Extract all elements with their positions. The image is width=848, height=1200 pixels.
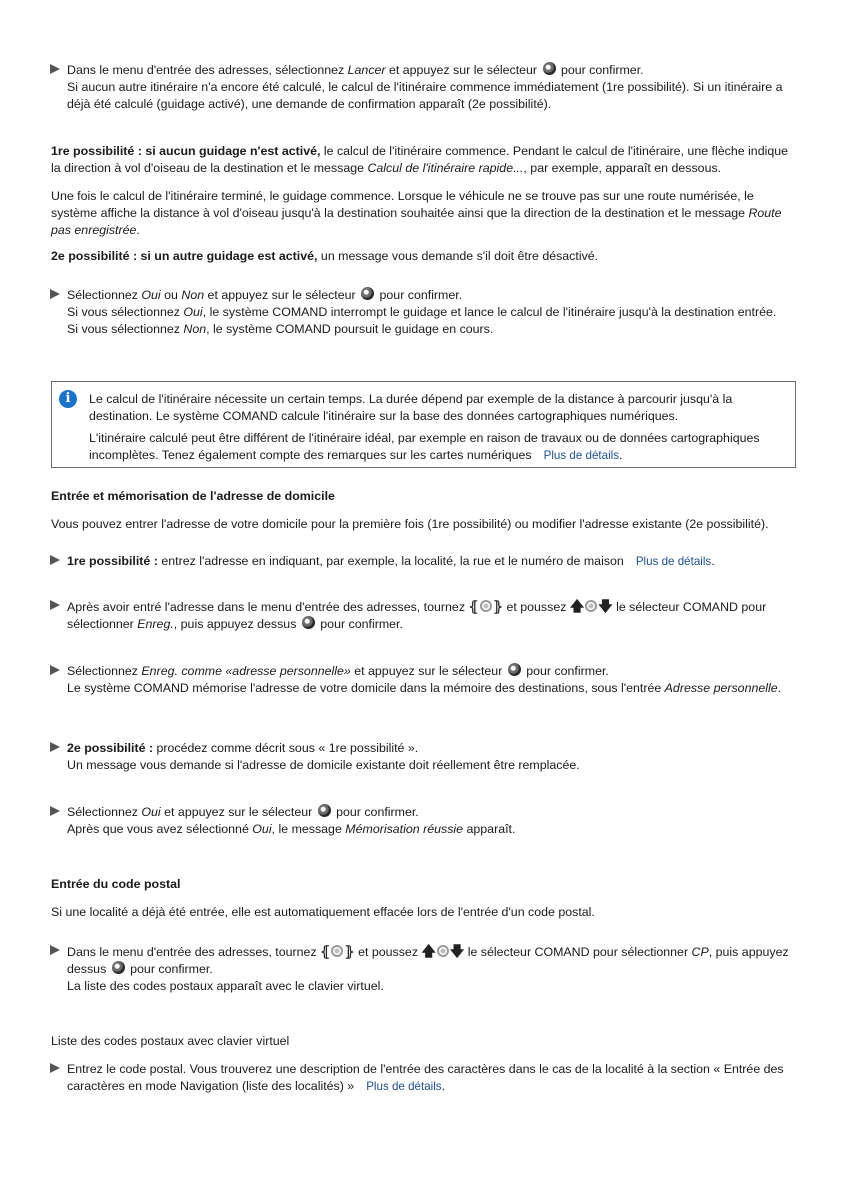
controller-press-icon — [112, 961, 125, 974]
bullet-arrow-icon — [50, 289, 60, 299]
text: , puis appuyez dessus — [67, 945, 789, 976]
option-oui: Oui — [252, 822, 272, 836]
text: Sélectionnez — [67, 288, 142, 302]
text: , le système COMAND interrompt le guidage et lance le calcul de l'itinéraire jusqu'à la destination entrée. — [202, 305, 777, 319]
message-term: Mémorisation réussie — [345, 822, 464, 836]
step-second-option — [50, 740, 800, 774]
text: le sélecteur COMAND pour sélectionner — [67, 600, 767, 631]
turn-right-icon: ⦄ — [344, 943, 355, 959]
menu-term: Adresse personnelle — [664, 681, 778, 695]
bold-lead: 2e possibilité : — [67, 741, 154, 755]
section-heading-domicile: Entrée et mémorisation de l'adresse de domicile — [51, 489, 335, 503]
text: pour confirmer. — [332, 805, 419, 819]
step-lancer — [50, 62, 800, 113]
details-link[interactable]: Plus de détails — [635, 555, 712, 568]
paragraph-second-option — [51, 248, 799, 265]
controller-icon — [585, 600, 597, 612]
text: . — [441, 1079, 446, 1093]
section-heading-code-postal: Entrée du code postal — [51, 877, 181, 891]
text: et appuyez sur le sélecteur — [385, 63, 541, 77]
text: et poussez — [503, 600, 570, 614]
info-paragraph — [89, 430, 789, 464]
arrow-up-icon: 🡅 — [569, 598, 585, 614]
text: . — [619, 448, 623, 462]
arrow-up-icon: 🡅 — [421, 943, 436, 959]
text: Dans le menu d'entrée des adresses, sélectionnez — [67, 63, 348, 77]
text: Sélectionnez — [67, 664, 142, 678]
option-oui: Oui — [141, 288, 161, 302]
step-oui — [50, 804, 800, 838]
text: , le système COMAND poursuit le guidage en cours. — [206, 322, 494, 336]
text: . — [711, 554, 715, 568]
bold-lead: 2e possibilité : si un autre guidage est activé, — [51, 249, 318, 263]
controller-icon — [437, 945, 449, 957]
text: et poussez — [354, 945, 422, 959]
step-adresse-personnelle — [50, 663, 800, 697]
info-box — [51, 381, 796, 468]
controller-press-icon — [508, 663, 521, 676]
step-code-postal — [50, 1061, 800, 1095]
text: Une fois le calcul de l'itinéraire terminé, le guidage commence. Lorsque le véhicule ne se trouve pas sur une route numérisée, le système affiche la distance à vol d'oiseau jusqu'à la destination souhaitée ainsi que la direction de la destination et le message — [51, 189, 754, 220]
menu-term-enreg: Enreg. — [137, 617, 174, 631]
paragraph-domicile: Vous pouvez entrer l'adresse de votre domicile pour la première fois (1re possibilité) ou modifier l'adresse existante (2e possibilité). — [51, 517, 769, 531]
controller-press-icon — [318, 804, 331, 817]
bullet-arrow-icon — [50, 742, 60, 752]
text: le calcul de l'itinéraire commence. Pendant le calcul de l'itinéraire, une flèche indique la direction à vol d'oiseau de la destination et le message — [51, 144, 789, 175]
menu-term: Enreg. comme «adresse personnelle» — [141, 664, 351, 678]
step-cp — [50, 943, 800, 995]
paragraph-code-postal: Si une localité a déjà été entrée, elle est automatiquement effacée lors de l'entrée d'un code postal. — [51, 905, 595, 919]
text: Entrez le code postal. Vous trouverez une description de l'entrée des caractères dans le cas de la localité à la section « Entrée des caractères en mode Navigation (liste des localités) » — [67, 1062, 784, 1093]
paragraph-first-option — [51, 143, 799, 177]
bullet-arrow-icon — [50, 665, 60, 675]
text: Le système COMAND mémorise l'adresse de votre domicile dans la mémoire des destinations, sous l'entrée — [67, 681, 665, 695]
step-detail: Un message vous demande si l'adresse de domicile existante doit réellement être remplacée. — [67, 758, 580, 772]
subheading-liste-codes: Liste des codes postaux avec clavier virtuel — [51, 1034, 290, 1048]
text: Si vous sélectionnez — [67, 322, 184, 336]
bullet-arrow-icon — [50, 806, 60, 816]
turn-right-icon: ⦄ — [492, 598, 504, 614]
step-oui-non — [50, 287, 800, 338]
step-detail: Si aucun autre itinéraire n'a encore été calculé, le calcul de l'itinéraire commence immédiatement (1re possibilité). Si un itinéraire a déjà été calculé (guidage activé), une demande de confirmation apparaît (2e possibilité). — [67, 80, 783, 111]
arrow-down-icon: 🡇 — [449, 943, 465, 959]
bold-lead: 1re possibilité : si aucun guidage n'est activé, — [51, 144, 321, 158]
details-link[interactable]: Plus de détails — [543, 449, 620, 462]
turn-left-icon: ⦃ — [468, 598, 479, 614]
text: un message vous demande s'il doit être désactivé. — [317, 249, 599, 263]
text: pour confirmer. — [522, 664, 609, 678]
details-link[interactable]: Plus de détails — [366, 1080, 442, 1093]
arrow-down-icon: 🡇 — [598, 598, 613, 614]
controller-icon — [480, 600, 492, 612]
text: . — [777, 681, 782, 695]
text: et appuyez sur le sélecteur — [350, 664, 506, 678]
text: Si vous sélectionnez — [67, 305, 184, 319]
info-icon: i — [59, 390, 77, 408]
menu-term-lancer: Lancer — [347, 63, 386, 77]
text: pour confirmer. — [557, 63, 644, 77]
controller-press-icon — [302, 616, 315, 629]
controller-press-icon — [543, 62, 556, 75]
bold-lead: 1re possibilité : — [67, 554, 158, 568]
text: et appuyez sur le sélecteur — [204, 288, 360, 302]
text: L'itinéraire calculé peut être différent de l'itinéraire idéal, par exemple en raison de travaux ou de données cartographiques incomplètes. Tenez également compte des remarques sur les cartes numériques — [89, 431, 760, 462]
message-term: Calcul de l'itinéraire rapide... — [367, 161, 524, 175]
turn-left-icon: ⦃ — [320, 943, 331, 959]
text: apparaît. — [463, 822, 516, 836]
bullet-arrow-icon — [50, 1063, 60, 1073]
text: Après que vous avez sélectionné — [67, 822, 253, 836]
bullet-arrow-icon — [50, 555, 60, 565]
text: Après avoir entré l'adresse dans le menu d'entrée des adresses, tournez — [67, 600, 469, 614]
text: et appuyez sur le sélecteur — [160, 805, 316, 819]
menu-term-cp: CP — [691, 945, 709, 959]
text: ou — [160, 288, 182, 302]
text: pour confirmer. — [316, 617, 403, 631]
bullet-arrow-icon — [50, 945, 60, 955]
option-oui: Oui — [183, 305, 203, 319]
paragraph-route — [51, 188, 799, 239]
text: procédez comme décrit sous « 1re possibilité ». — [153, 741, 419, 755]
controller-press-icon — [361, 287, 374, 300]
text: entrez l'adresse en indiquant, par exemple, la localité, la rue et le numéro de maison — [157, 554, 624, 568]
text: . — [136, 223, 140, 237]
option-oui: Oui — [141, 805, 161, 819]
step-first-option — [50, 553, 800, 570]
info-paragraph: Le calcul de l'itinéraire nécessite un certain temps. La durée dépend par exemple de la distance à parcourir jusqu'à la destination. Le système COMAND calcule l'itinéraire sur la base des données cartographiques numériques. — [89, 392, 733, 423]
text: , par exemple, apparaît en dessous. — [523, 161, 722, 175]
controller-icon — [331, 945, 343, 957]
message-term: Route pas enregistrée — [51, 206, 782, 237]
bullet-arrow-icon — [50, 64, 60, 74]
option-non: Non — [181, 288, 205, 302]
text: Sélectionnez — [67, 805, 142, 819]
text: le sélecteur COMAND pour sélectionner — [464, 945, 692, 959]
text: pour confirmer. — [376, 288, 463, 302]
step-enreg — [50, 598, 800, 633]
bullet-arrow-icon — [50, 600, 60, 610]
text: , le message — [271, 822, 346, 836]
text: pour confirmer. — [126, 962, 213, 976]
text: Dans le menu d'entrée des adresses, tournez — [67, 945, 321, 959]
step-detail: La liste des codes postaux apparaît avec le clavier virtuel. — [67, 979, 384, 993]
text: , puis appuyez dessus — [173, 617, 300, 631]
option-non: Non — [183, 322, 207, 336]
